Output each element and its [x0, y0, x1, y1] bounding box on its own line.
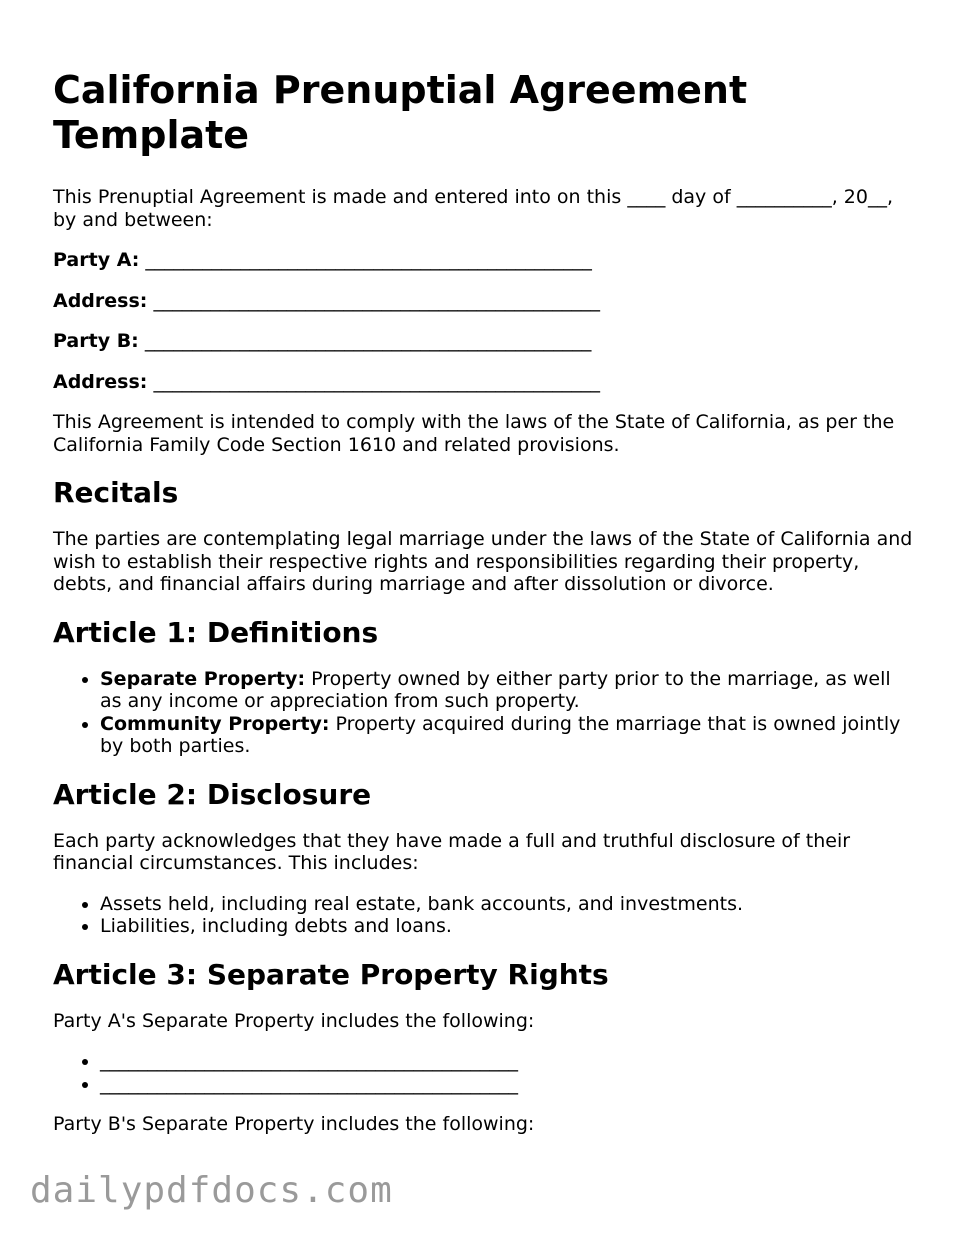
party-b-field [53, 330, 913, 353]
watermark: dailypdfdocs.com [30, 1170, 393, 1211]
party-b-address-blank[interactable]: _______________________________________________ [153, 370, 600, 393]
party-a-address-field [53, 290, 913, 313]
party-a-property-paragraph: Party A's Separate Property includes the following: [53, 1009, 535, 1032]
party-b-blank[interactable]: _______________________________________________ [144, 330, 592, 352]
disclosure-list [53, 893, 913, 938]
list-item[interactable]: • ____________________________________________ [100, 1050, 913, 1073]
article-1-heading: Article 1: Definitions [53, 615, 379, 649]
compliance-paragraph: This Agreement is intended to comply with the laws of the State of California, as per the California Family Code Section 1610 and related provisions. [53, 411, 895, 456]
definition-text: Property acquired during the marriage that is owned jointly by both parties. [100, 712, 901, 757]
party-a-field [53, 249, 913, 272]
definition-term: Community Property: [100, 712, 330, 735]
disclosure-paragraph: Each party acknowledges that they have made a full and truthful disclosure of their financial circumstances. This includes: [53, 829, 851, 874]
definition-text: Property owned by either party prior to the marriage, as well as any income or appreciation from such property. [100, 667, 891, 712]
party-a-blank[interactable]: _______________________________________________ [145, 249, 592, 271]
list-item [100, 713, 913, 758]
recitals-heading: Recitals [53, 476, 179, 509]
party-a-property-list [53, 1050, 913, 1095]
definitions-list [53, 668, 913, 758]
article-3-heading: Article 3: Separate Property Rights [53, 957, 609, 991]
page-title: California Prenuptial Agreement Template [53, 68, 748, 157]
document-page [53, 62, 913, 1154]
list-item [100, 668, 913, 713]
party-b-address-field [53, 371, 913, 394]
party-b-property-paragraph: Party B's Separate Property includes the following: [53, 1113, 535, 1135]
party-a-address-blank[interactable]: _______________________________________________ [153, 289, 600, 312]
intro-paragraph: This Prenuptial Agreement is made and entered into on this ____ day of __________, 20__, by and between: [53, 186, 893, 231]
party-a-address-label: Address: [53, 289, 148, 312]
party-b-address-label: Address: [53, 370, 148, 393]
article-2-heading: Article 2: Disclosure [53, 777, 372, 811]
list-item: • Liabilities, including debts and loans. [100, 915, 913, 938]
recitals-paragraph: The parties are contemplating legal marriage under the laws of the State of California and wish to establish their respective rights and responsibilities regarding their property, debts, and financial affairs during marriage and after dissolution or divorce. [53, 528, 913, 595]
list-item: • Assets held, including real estate, bank accounts, and investments. [100, 893, 913, 916]
list-item[interactable]: • ____________________________________________ [100, 1073, 913, 1096]
party-a-label: Party A: [53, 249, 140, 271]
definition-term: Separate Property: [100, 667, 306, 690]
party-b-label: Party B: [53, 330, 139, 352]
